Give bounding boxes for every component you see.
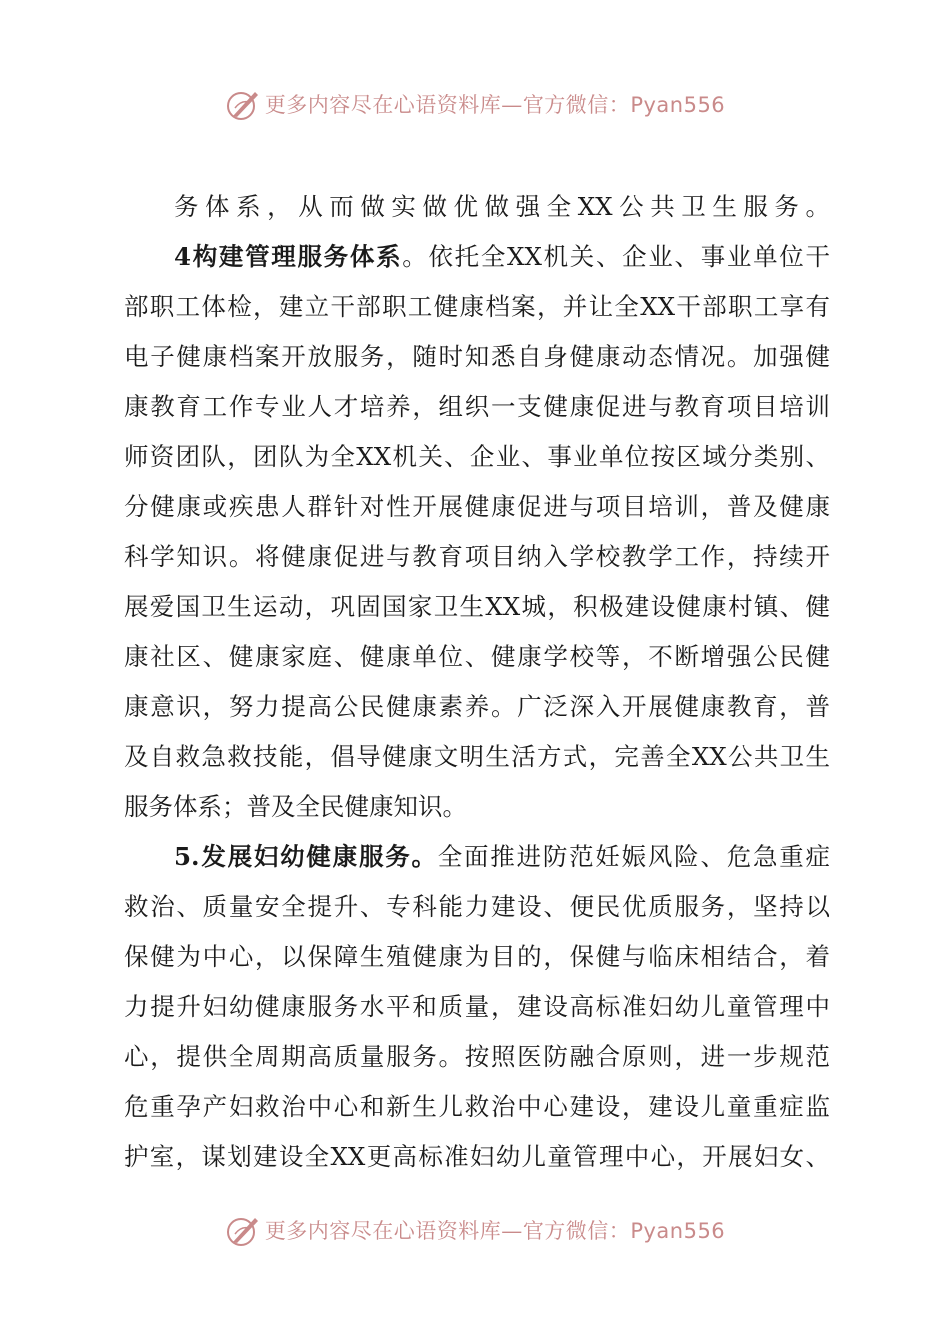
text-line: 康社区、健康家庭、健康单位、健康学校等，不断增强公民健 [124,642,830,671]
document-body [124,182,830,1182]
quill-logo-icon [225,86,261,122]
footer-watermark [0,1210,950,1250]
text-line: 部职工体检，建立干部职工健康档案，并让全XX干部职工享有 [124,292,830,321]
text-line: 电子健康档案开放服务，随时知悉自身健康动态情况。加强健 [124,342,830,371]
header-watermark [0,84,950,124]
text-line: 康教育工作专业人才培养，组织一支健康促进与教育项目培训 [124,392,830,421]
text-line: 5.发展妇幼健康服务。全面推进防范妊娠风险、危急重症 [174,842,831,871]
text-line: 护室，谋划建设全XX更高标准妇幼儿童管理中心，开展妇女、 [124,1142,830,1171]
text-line: 师资团队，团队为全XX机关、企业、事业单位按区域分类别、 [124,442,830,471]
text-line: 力提升妇幼健康服务水平和质量，建设高标准妇幼儿童管理中 [124,992,830,1021]
text-line: 心，提供全周期高质量服务。按照医防融合原则，进一步规范 [124,1042,830,1071]
section-heading: 5.发展妇幼健康服务。 [174,842,438,871]
watermark-text: 更多内容尽在心语资料库—官方微信：Pyan556 [264,93,726,117]
text-line: 分健康或疾患人群针对性开展健康促进与项目培训，普及健康 [124,492,830,521]
text-line: 及自救急救技能，倡导健康文明生活方式，完善全XX公共卫生 [124,742,830,771]
text-line: 服务体系；普及全民健康知识。 [124,792,467,821]
text-line: 康意识，努力提高公民健康素养。广泛深入开展健康教育，普 [124,692,830,721]
text-line: 危重孕产妇救治中心和新生儿救治中心建设，建设儿童重症监 [124,1092,830,1121]
text-line: 保健为中心，以保障生殖健康为目的，保健与临床相结合，着 [124,942,830,971]
text-line: 4构建管理服务体系。依托全XX机关、企业、事业单位干 [174,242,830,271]
text-line: 展爱国卫生运动，巩固国家卫生XX城，积极建设健康村镇、健 [124,592,830,621]
watermark-text: 更多内容尽在心语资料库—官方微信：Pyan556 [264,1219,726,1243]
text-line: 务体系，从而做实做优做强全XX公共卫生服务。 [174,192,830,221]
quill-logo-icon [225,1212,261,1248]
text-line: 救治、质量安全提升、专科能力建设、便民优质服务，坚持以 [124,892,830,921]
section-heading: 4构建管理服务体系 [174,242,403,271]
text-line: 科学知识。将健康促进与教育项目纳入学校教学工作，持续开 [124,542,830,571]
